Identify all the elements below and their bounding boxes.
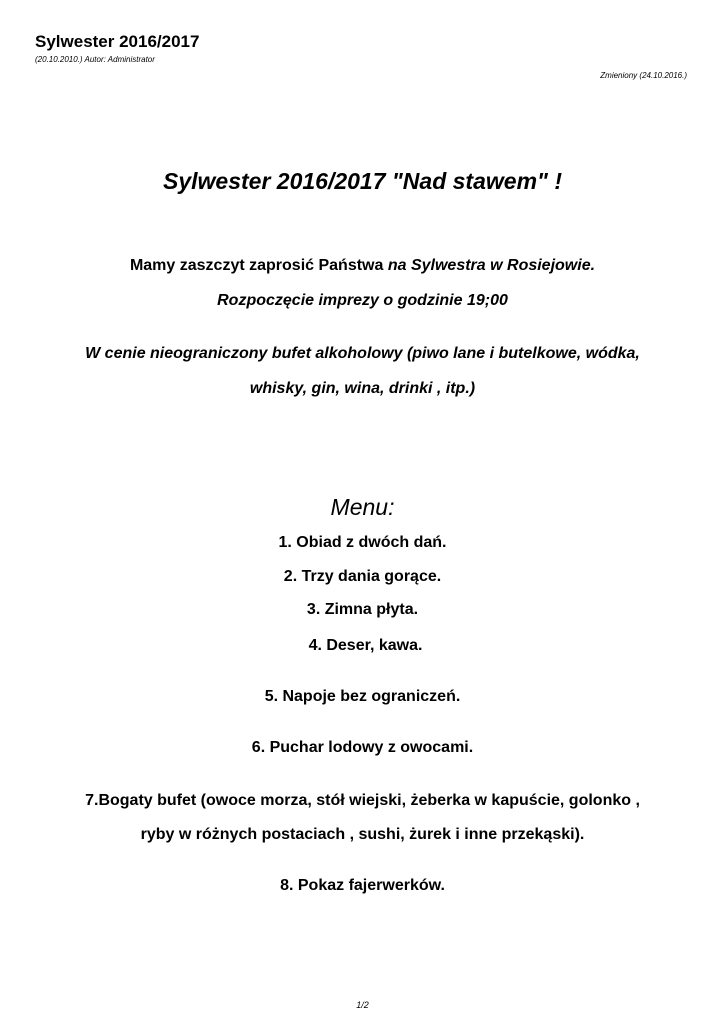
bar-info-line-1: W cenie nieograniczony bufet alkoholowy (piwo lane i butelkowe, wódka, xyxy=(85,345,640,362)
invitation-text: Mamy zaszczyt zaprosić Państwa xyxy=(129,257,388,274)
event-headline: Sylwester 2016/2017 "Nad stawem" ! xyxy=(163,168,562,194)
menu-item: 8. Pokaz fajerwerków. xyxy=(280,877,445,894)
menu-item: 6. Puchar lodowy z owocami. xyxy=(251,739,474,756)
bar-info-line-2: whisky, gin, wina, drinki , itp.) xyxy=(249,380,476,397)
menu-item: 3. Zimna płyta. xyxy=(306,601,419,618)
menu-item: 1. Obiad z dwóch dań. xyxy=(278,534,447,551)
modified-date: Zmieniony (24.10.2016.) xyxy=(600,71,687,80)
menu-item: 7.Bogaty bufet (owoce morza, stół wiejski, żeberka w kapuście, golonko , xyxy=(85,792,640,809)
menu-item: ryby w różnych postaciach , sushi, żurek i inne przekąski). xyxy=(140,826,585,843)
page-number: 1/2 xyxy=(356,1000,369,1010)
document-title: Sylwester 2016/2017 xyxy=(35,32,200,51)
invitation-line xyxy=(0,257,725,275)
menu-item: 2. Trzy dania gorące. xyxy=(283,568,442,585)
invitation-location: na Sylwestra w Rosiejowie. xyxy=(387,257,596,274)
menu-item: 4. Deser, kawa. xyxy=(308,637,423,654)
start-time: Rozpoczęcie imprezy o godzinie 19;00 xyxy=(217,292,508,309)
menu-item: 5. Napoje bez ograniczeń. xyxy=(264,688,461,705)
menu-title: Menu: xyxy=(330,494,395,520)
document-meta: (20.10.2010.) Autor: Administrator xyxy=(35,55,155,64)
